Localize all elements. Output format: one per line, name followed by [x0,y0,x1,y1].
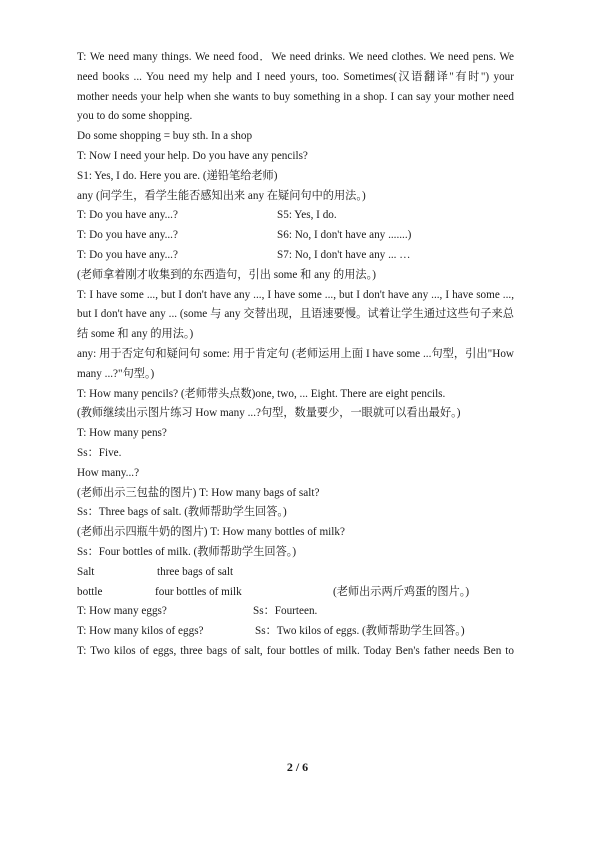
line-shopping-definition: Do some shopping = buy sth. In a shop [77,130,253,143]
line-teacher-question: T: Now I need your help. Do you have any pencils? [77,149,308,162]
vocab-phrase: four bottles of milk [155,585,242,598]
line-how-many-pencils: T: How many pencils? (老师带头点数)one, two, ... Eight. There are eight pencils. [77,387,446,400]
dialog-question: T: How many kilos of eggs? [77,625,204,638]
vocab-note: (老师出示两斤鸡蛋的图片。) [333,585,470,598]
line-summary: T: Two kilos of eggs, three bags of salt, four bottles of milk. Today Ben's father needs Ben to [77,644,514,657]
dialog-row-3 [77,246,514,266]
dialog-answer: S5: Yes, I do. [277,209,337,222]
line-some-any-intro: (老师拿着刚才收集到的东西造句，引出 some 和 any 的用法。) [77,268,376,281]
line-student-answer: S1: Yes, I do. Here you are. (递铅笔给老师) [77,169,278,182]
dialog-row-eggs [77,602,514,622]
line-milk-answer: Ss：Four bottles of milk. (教师帮助学生回答。) [77,545,297,558]
dialog-row-1 [77,206,514,226]
line-milk-question: (老师出示四瓶牛奶的图片) T: How many bottles of milk? [77,526,345,539]
dialog-answer: Ss：Fourteen. [253,605,318,618]
dialog-row-2 [77,226,514,246]
dialog-question: T: Do you have any...? [77,209,178,222]
dialog-question: T: Do you have any...? [77,248,178,261]
line-picture-practice: (教师继续出示图片练习 How many ...?句型，数量要少，一眼就可以看出最好。) [77,407,461,420]
line-any-note: any (问学生，看学生能否感知出来 any 在疑问句中的用法。) [77,189,366,202]
paragraph-some-any-practice: T: I have some ..., but I don't have any ..., I have some ..., but I don't have any ..., I have some ..., but I don't have any ... (some 与 any 交替出现，且语速要慢。试着让学生通过这些句子来总结 some 和 any 的用法。) [77,288,514,341]
line-how-many-pens: T: How many pens? [77,427,167,440]
line-how-many: How many...? [77,466,140,479]
line-salt-answer: Ss：Three bags of salt. (教师帮助学生回答。) [77,506,287,519]
dialog-answer: S6: No, I don't have any .......) [277,229,412,242]
vocab-row-salt [77,563,514,583]
vocab-row-bottle [77,583,514,603]
line-answer-five: Ss：Five. [77,446,122,459]
dialog-answer: Ss：Two kilos of eggs. (教师帮助学生回答。) [255,625,465,638]
vocab-word: Salt [77,565,95,578]
vocab-word: bottle [77,585,103,598]
dialog-question: T: Do you have any...? [77,229,178,242]
paragraph-some-any-usage: any: 用于否定句和疑问句 some: 用于肯定句 (老师运用上面 I have some ...句型，引出"How many ...?"句型。) [77,347,514,380]
dialog-answer: S7: No, I don't have any ... … [277,248,411,261]
vocab-phrase: three bags of salt [157,565,234,578]
line-salt-question: (老师出示三包盐的图片) T: How many bags of salt? [77,486,320,499]
lesson-content [77,48,514,662]
dialog-question: T: How many eggs? [77,605,167,618]
paragraph-intro: T: We need many things. We need food．We need drinks. We need clothes. We need pens. We need books ... You need my help and I need yours, too. Sometimes(汉语翻译"有时") your mother needs your help when she wants to buy something in a shop. I can say your mother need you to do some shopping. [77,51,514,123]
dialog-row-kilos [77,622,514,642]
page-indicator: 2 / 6 [286,760,309,774]
